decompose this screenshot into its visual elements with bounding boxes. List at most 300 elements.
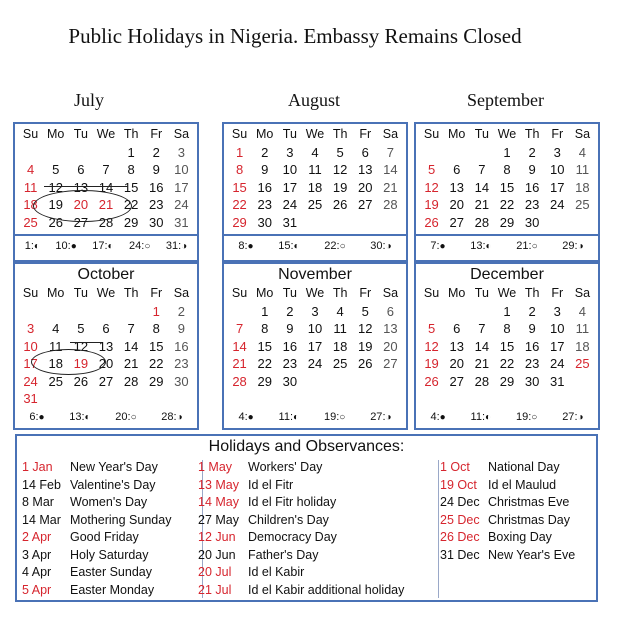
day-cell: 30 [524, 373, 540, 389]
day-cell: 2 [261, 144, 269, 160]
weekday-label: Fr [551, 127, 564, 141]
day-cell: 14 [98, 179, 114, 195]
moon-phase [69, 407, 90, 428]
day-cell: 5 [361, 303, 369, 319]
weekday-label: We [497, 127, 517, 141]
moon-phase [278, 236, 299, 257]
day-cell: 28 [123, 373, 139, 389]
week-row [18, 373, 194, 391]
empty-cell [227, 303, 252, 321]
phase-day: 7 [430, 240, 437, 252]
full-moon-icon: ○ [130, 412, 137, 423]
week-row [18, 161, 194, 179]
day-cell: 26 [73, 373, 89, 389]
day-cell: 21 [98, 197, 114, 212]
empty-cell [68, 303, 93, 321]
weekday-label: Mo [448, 286, 466, 300]
week-row [18, 179, 194, 197]
week-row [419, 373, 595, 391]
holiday-item [440, 512, 575, 530]
holiday-name: New Year's Day [70, 460, 158, 474]
day-cell: 14 [474, 179, 490, 195]
weekday-label: Tu [282, 286, 297, 300]
week-row [227, 303, 403, 321]
holiday-name: Democracy Day [248, 530, 337, 544]
day-cell: 22 [499, 356, 515, 371]
full-moon-icon: ○ [531, 241, 538, 252]
day-cell: 10 [550, 162, 565, 177]
empty-cell [469, 144, 494, 162]
holiday-name: Easter Monday [70, 582, 155, 597]
full-moon-icon: ○ [339, 412, 346, 423]
colon: : [141, 240, 145, 252]
colon: : [127, 411, 131, 423]
day-cell: 30 [174, 373, 189, 389]
weekday-label: Sa [382, 127, 399, 141]
day-cell: 16 [524, 338, 540, 354]
holiday-item [198, 529, 404, 547]
day-cell: 13 [449, 338, 464, 354]
holiday-item [22, 512, 171, 530]
holiday-name: Children's Day [248, 512, 329, 527]
month-name-october: October [77, 266, 135, 283]
day-cell: 2 [286, 303, 294, 319]
day-cell: 26 [424, 373, 439, 389]
moon-phases [15, 407, 197, 428]
phase-day: 31 [165, 240, 179, 252]
moon-phase [166, 236, 187, 257]
day-cell: 22 [499, 197, 515, 212]
holiday-item [440, 529, 575, 547]
holiday-name: Mothering Sunday [70, 512, 172, 527]
day-cell: 15 [499, 338, 515, 354]
holiday-date: 20 Jul [198, 565, 232, 579]
holiday-item [198, 512, 404, 530]
weekday-label: Mo [47, 286, 65, 300]
week-row [419, 196, 595, 214]
strike-mark [44, 186, 128, 187]
day-cell: 9 [261, 162, 269, 177]
weekday-label: Su [22, 286, 39, 300]
weekday-label: Su [231, 127, 248, 141]
day-cell: 17 [550, 179, 565, 195]
month-grid [419, 285, 595, 390]
week-row [227, 373, 403, 391]
colon: : [67, 240, 71, 252]
day-cell: 9 [286, 321, 294, 336]
day-cell: 17 [282, 179, 298, 195]
day-cell: 11 [308, 162, 322, 177]
holiday-item [22, 547, 171, 565]
weekday-label: Th [332, 127, 348, 141]
day-cell: 13 [449, 179, 464, 195]
day-cell: 9 [528, 321, 536, 336]
holiday-date: 12 Jun [198, 530, 236, 544]
empty-cell [43, 144, 68, 162]
day-cell: 26 [48, 214, 63, 230]
day-cell: 14 [123, 338, 139, 354]
moon-phase [25, 236, 40, 257]
day-cell: 8 [503, 321, 511, 336]
day-cell: 30 [282, 373, 298, 389]
day-cell: 23 [524, 356, 540, 371]
day-cell: 16 [174, 338, 189, 354]
colon: : [482, 240, 486, 252]
holiday-name: Valentine's Day [70, 477, 156, 492]
day-cell: 9 [152, 162, 160, 177]
moon-phase [92, 236, 113, 257]
holiday-name: Boxing Day [488, 530, 552, 544]
week-row [227, 214, 403, 232]
day-cell: 23 [257, 197, 272, 212]
day-cell: 23 [524, 197, 540, 212]
moon-phase [516, 407, 537, 428]
weekday-label: Th [123, 127, 139, 141]
day-cell: 2 [528, 144, 536, 160]
day-cell: 5 [427, 162, 436, 177]
day-cell: 5 [77, 321, 85, 336]
day-cell: 12 [332, 162, 348, 177]
weekday-label: Sa [574, 286, 591, 300]
colon: : [173, 411, 177, 423]
day-cell: 25 [48, 373, 63, 389]
week-row [227, 355, 403, 373]
colon: : [244, 240, 248, 252]
day-cell: 8 [152, 321, 160, 336]
day-cell: 6 [77, 162, 85, 177]
moon-phase [238, 236, 253, 257]
day-cell: 17 [23, 356, 38, 371]
colon: : [574, 411, 578, 423]
empty-cell [302, 214, 327, 232]
first-quarter-moon-icon: ◐ [485, 412, 492, 423]
holiday-item [22, 564, 171, 582]
holiday-item [22, 582, 171, 600]
empty-cell [469, 303, 494, 321]
empty-cell [545, 214, 570, 232]
day-cell: 12 [424, 338, 439, 354]
month-grid [18, 285, 194, 408]
moon-phase [29, 407, 44, 428]
moon-phase [55, 236, 76, 257]
weekday-label: Sa [173, 127, 190, 141]
holiday-date: 24 Dec [440, 495, 480, 509]
last-quarter-moon-icon: ◑ [577, 412, 584, 423]
empty-cell [18, 144, 43, 162]
moon-phases [224, 234, 406, 257]
day-cell: 14 [232, 338, 247, 354]
day-cell: 21 [232, 356, 247, 371]
holiday-item [440, 477, 575, 495]
day-cell: 23 [282, 356, 298, 371]
day-cell: 29 [257, 373, 272, 389]
empty-cell [378, 373, 403, 391]
holiday-item [440, 494, 575, 512]
colon: : [244, 411, 248, 423]
phase-day: 21 [516, 240, 529, 252]
day-cell: 21 [474, 197, 490, 212]
day-cell: 7 [127, 321, 135, 336]
phase-day: 30 [370, 240, 383, 252]
phase-day: 13 [470, 240, 483, 252]
calendar-september [414, 122, 600, 262]
week-row [419, 214, 595, 232]
day-cell: 9 [528, 162, 536, 177]
day-cell: 12 [48, 179, 63, 195]
holiday-name: Workers' Day [248, 460, 323, 474]
day-cell: 7 [478, 162, 486, 177]
colon: : [336, 411, 340, 423]
day-cell: 13 [358, 162, 373, 177]
day-cell: 16 [257, 179, 272, 195]
full-moon-icon: ○ [144, 241, 151, 252]
calendar-october [13, 262, 199, 430]
day-cell: 24 [307, 356, 323, 371]
moon-phase [470, 236, 491, 257]
holiday-date: 27 May [198, 512, 239, 527]
day-cell: 25 [23, 214, 38, 230]
weekday-header [227, 126, 403, 144]
day-cell: 18 [575, 179, 590, 195]
holidays-panel [15, 434, 598, 602]
day-cell: 24 [282, 197, 298, 212]
weekday-label: Mo [256, 286, 274, 300]
holiday-date: 20 Jun [198, 547, 236, 562]
weekday-header [18, 285, 194, 303]
holiday-date: 31 Dec [440, 547, 480, 562]
holiday-name: New Year's Eve [488, 547, 576, 562]
holiday-name: Id el Kabir [248, 565, 305, 579]
phase-day: 11 [470, 411, 482, 423]
week-row [18, 303, 194, 321]
day-cell: 11 [23, 179, 38, 195]
weekday-label: Sa [574, 127, 591, 141]
day-cell: 10 [307, 321, 323, 336]
colon: : [290, 240, 294, 252]
new-moon-icon: ● [70, 241, 77, 252]
empty-cell [119, 390, 144, 408]
day-cell: 18 [307, 179, 323, 195]
calendar-august [222, 122, 408, 262]
weekday-label: Fr [359, 127, 372, 141]
holiday-name: Women's Day [70, 495, 148, 509]
day-cell: 31 [282, 214, 298, 230]
first-quarter-moon-icon: ◐ [33, 241, 40, 252]
colon: : [35, 411, 39, 423]
phase-day: 20 [115, 411, 128, 423]
day-cell: 17 [550, 338, 565, 354]
day-cell: 19 [332, 179, 348, 195]
weekday-label: Mo [256, 127, 274, 141]
day-cell: 29 [499, 214, 515, 230]
phase-day: 11 [278, 411, 290, 423]
holiday-item [198, 547, 404, 565]
calendar-november [222, 262, 408, 430]
holiday-date: 8 Mar [22, 495, 54, 509]
colon: : [528, 411, 532, 423]
holiday-item [440, 459, 575, 477]
phase-day: 10 [55, 240, 68, 252]
holiday-item [198, 477, 404, 495]
phase-day: 29 [562, 240, 575, 252]
week-row [419, 355, 595, 373]
moon-phases [416, 407, 598, 428]
day-cell: 18 [23, 197, 38, 212]
day-cell: 22 [232, 197, 247, 212]
day-cell: 10 [23, 338, 38, 354]
day-cell: 13 [383, 321, 398, 336]
day-cell: 7 [386, 144, 395, 160]
weekday-label: Mo [448, 127, 466, 141]
weekday-label: Fr [150, 286, 163, 300]
weekday-label: Tu [73, 286, 88, 300]
last-quarter-moon-icon: ◑ [181, 241, 188, 252]
day-cell: 10 [282, 162, 298, 177]
week-row [227, 179, 403, 197]
month-grid [227, 285, 403, 390]
weekday-label: We [96, 127, 116, 141]
day-cell: 20 [98, 356, 114, 371]
weekday-label: Tu [474, 127, 489, 141]
week-row [18, 338, 194, 356]
day-cell: 31 [174, 214, 189, 230]
phase-day: 15 [278, 240, 291, 252]
day-cell: 21 [123, 356, 139, 371]
weekday-label: Su [423, 286, 440, 300]
day-cell: 16 [282, 338, 298, 354]
first-quarter-moon-icon: ◐ [293, 241, 300, 252]
day-cell: 17 [307, 338, 323, 354]
day-cell: 29 [232, 214, 247, 230]
colon: : [574, 240, 578, 252]
week-row [419, 320, 595, 338]
week-row [18, 214, 194, 232]
day-cell: 30 [149, 214, 164, 230]
day-cell: 5 [427, 321, 436, 336]
week-row [18, 320, 194, 338]
day-cell: 26 [358, 356, 373, 371]
day-cell: 8 [235, 162, 244, 177]
holiday-date: 3 Apr [22, 547, 52, 562]
day-cell: 24 [550, 197, 565, 212]
holiday-item [198, 459, 404, 477]
moon-phase [324, 407, 345, 428]
day-cell: 19 [424, 197, 439, 212]
day-cell: 4 [578, 303, 587, 319]
phase-day: 8 [238, 240, 245, 252]
holiday-item [22, 459, 171, 477]
last-quarter-moon-icon: ◑ [385, 241, 392, 252]
weekday-label: Tu [73, 127, 88, 141]
empty-cell [378, 214, 403, 232]
month-label-july: July [74, 90, 105, 110]
holiday-date: 21 Jul [198, 582, 232, 597]
day-cell: 4 [311, 144, 319, 160]
page-title: Public Holidays in Nigeria. Embassy Remains Closed [68, 24, 522, 48]
day-cell: 6 [102, 321, 110, 336]
day-cell: 6 [453, 162, 461, 177]
colon: : [289, 411, 294, 423]
week-row [227, 196, 403, 214]
day-cell: 8 [503, 162, 511, 177]
phase-day: 19 [323, 411, 337, 423]
day-cell: 22 [257, 356, 272, 371]
day-cell: 19 [48, 197, 63, 212]
day-cell: 5 [52, 162, 60, 177]
holiday-date: 14 May [198, 495, 239, 509]
moon-phase [516, 236, 537, 257]
empty-cell [144, 390, 169, 408]
day-cell: 1 [152, 303, 160, 319]
weekday-header [419, 285, 595, 303]
moon-phase [324, 236, 345, 257]
holiday-item [22, 529, 171, 547]
holiday-item [22, 494, 171, 512]
day-cell: 19 [424, 356, 439, 371]
day-cell: 20 [449, 197, 464, 212]
day-cell: 21 [383, 179, 398, 195]
first-quarter-moon-icon: ◐ [485, 241, 492, 252]
holiday-date: 5 Apr [22, 582, 52, 597]
empty-cell [419, 303, 444, 321]
day-cell: 18 [332, 338, 348, 354]
weekday-label: Su [423, 127, 440, 141]
colon: : [30, 240, 34, 252]
day-cell: 19 [73, 356, 89, 371]
day-cell: 28 [383, 197, 398, 212]
last-quarter-moon-icon: ◑ [176, 412, 183, 423]
holiday-name: National Day [488, 460, 560, 474]
day-cell: 27 [98, 373, 114, 389]
colon: : [336, 240, 340, 252]
day-cell: 1 [235, 144, 244, 160]
day-cell: 12 [358, 321, 373, 336]
holiday-name: Good Friday [70, 530, 139, 544]
phase-day: 27 [370, 411, 383, 423]
day-cell: 14 [474, 338, 490, 354]
day-cell: 23 [149, 197, 164, 212]
holiday-name: Easter Sunday [70, 565, 152, 579]
day-cell: 20 [383, 338, 398, 354]
week-row [419, 338, 595, 356]
day-cell: 11 [48, 338, 63, 354]
moon-phase [471, 407, 492, 428]
calendar-july [13, 122, 199, 262]
day-cell: 11 [575, 162, 590, 177]
holiday-name: Id el Fitr [248, 477, 294, 492]
holiday-column [198, 459, 404, 599]
holiday-date: 4 Apr [22, 565, 52, 579]
day-cell: 2 [528, 303, 536, 319]
month-grid [419, 126, 595, 231]
day-cell: 20 [73, 197, 89, 212]
day-cell: 1 [503, 144, 511, 160]
day-cell: 6 [453, 321, 461, 336]
month-grid [18, 126, 194, 231]
day-cell: 24 [550, 356, 565, 371]
week-row [227, 338, 403, 356]
empty-cell [169, 390, 194, 408]
weekday-label: Th [524, 127, 540, 141]
day-cell: 8 [127, 162, 135, 177]
phase-day: 27 [562, 411, 575, 423]
day-cell: 1 [127, 144, 135, 160]
day-cell: 13 [98, 338, 114, 354]
colon: : [436, 411, 440, 423]
day-cell: 26 [424, 214, 439, 230]
moon-phases [224, 407, 406, 428]
last-quarter-moon-icon: ◑ [577, 241, 584, 252]
